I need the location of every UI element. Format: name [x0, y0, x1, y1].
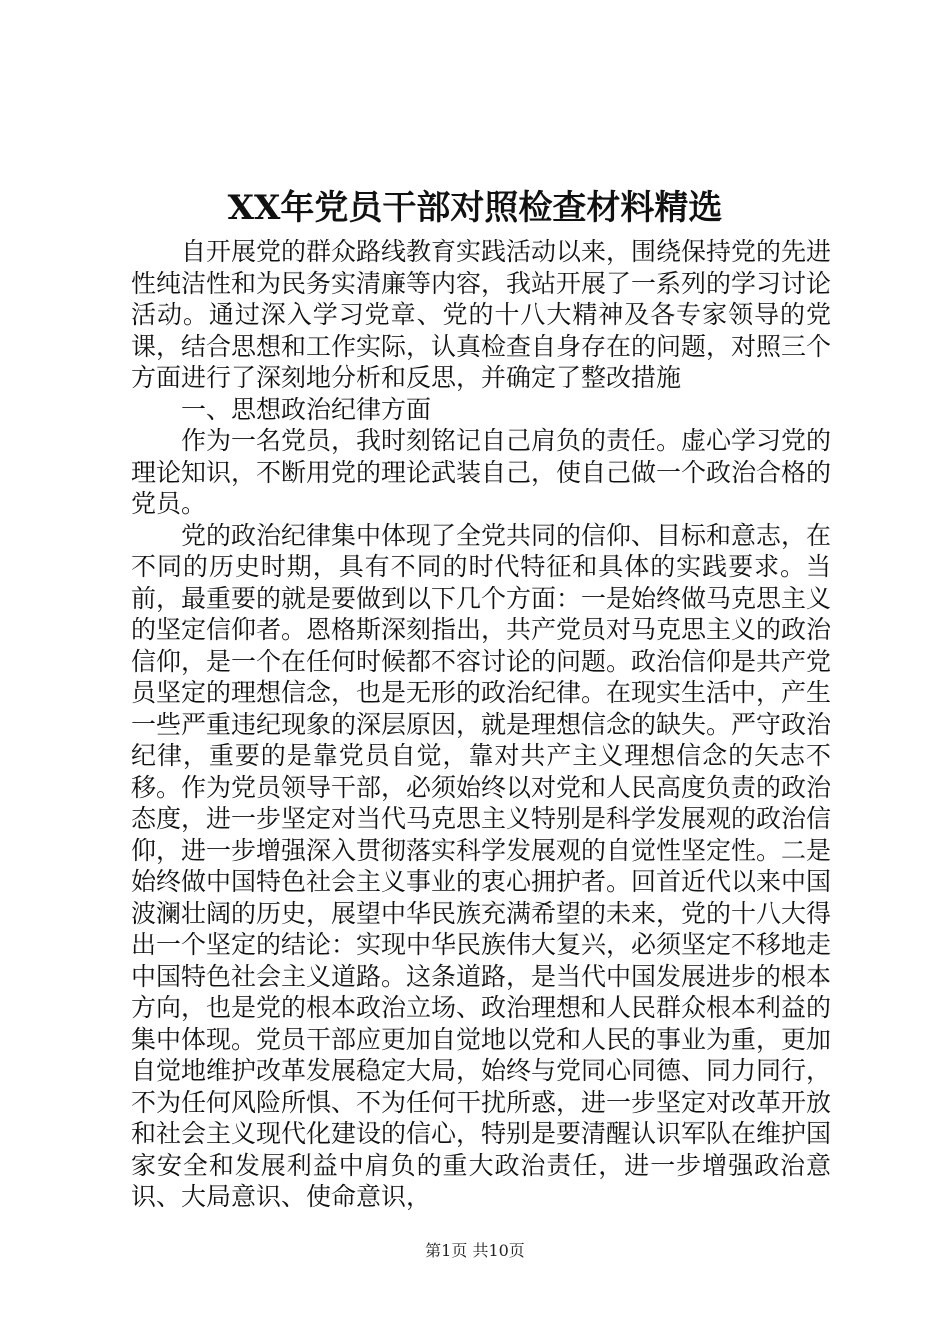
paragraph-intro: 自开展党的群众路线教育实践活动以来，围绕保持党的先进性纯洁性和为民务实清廉等内容，我站开展了一系列的学习讨论活动。通过深入学习党章、党的十八大精神及各专家领导的党课，结合思想和工作实际，认真检查自身存在的问题，对照三个方面进行了深刻地分析和反思，并确定了整改措施 [131, 237, 832, 392]
paragraph-party-member: 作为一名党员，我时刻铭记自己肩负的责任。虚心学习党的理论知识，不断用党的理论武装自己，使自己做一个政治合格的党员。 [131, 426, 832, 518]
page-footer [0, 1240, 950, 1262]
document-body [131, 236, 831, 1213]
paragraph-political-discipline: 党的政治纪律集中体现了全党共同的信仰、目标和意志，在不同的历史时期，具有不同的时代特征和具体的实践要求。当前，最重要的就是要做到以下几个方面：一是始终做马克思主义的坚定信仰者。恩格斯深刻指出，共产党员对马克思主义的政治信仰，是一个在任何时候都不容讨论的问题。政治信仰是共产党员坚定的理想信念，也是无形的政治纪律。在现实生活中，产生一些严重违纪现象的深层原因，就是理想信念的缺失。严守政治纪律，重要的是靠党员自觉，靠对共产主义理想信念的矢志不移。作为党员领导干部，必须始终以对党和人民高度负责的政治态度，进一步坚定对当代马克思主义特别是科学发展观的政治信仰，进一步增强深入贯彻落实科学发展观的自觉性坚定性。二是始终做中国特色社会主义事业的衷心拥护者。回首近代以来中国波澜壮阔的历史，展望中华民族充满希望的未来，党的十八大得出一个坚定的结论：实现中华民族伟大复兴，必须坚定不移地走中国特色社会主义道路。这条道路，是当代中国发展进步的根本方向，也是党的根本政治立场、政治理想和人民群众根本利益的集中体现。党员干部应更加自觉地以党和人民的事业为重，更加自觉地维护改革发展稳定大局，始终与党同心同德、同力同行，不为任何风险所惧、不为任何干扰所惑，进一步坚定对改革开放和社会主义现代化建设的信心，特别是要清醒认识军队在维护国家安全和发展利益中肩负的重大政治责任，进一步增强政治意识、大局意识、使命意识， [131, 520, 832, 1211]
section-heading: 一、思想政治纪律方面 [181, 394, 432, 424]
document-title: XX年党员干部对照检查材料精选 [227, 188, 723, 228]
page-indicator: 第1页 共10页 [425, 1241, 525, 1260]
